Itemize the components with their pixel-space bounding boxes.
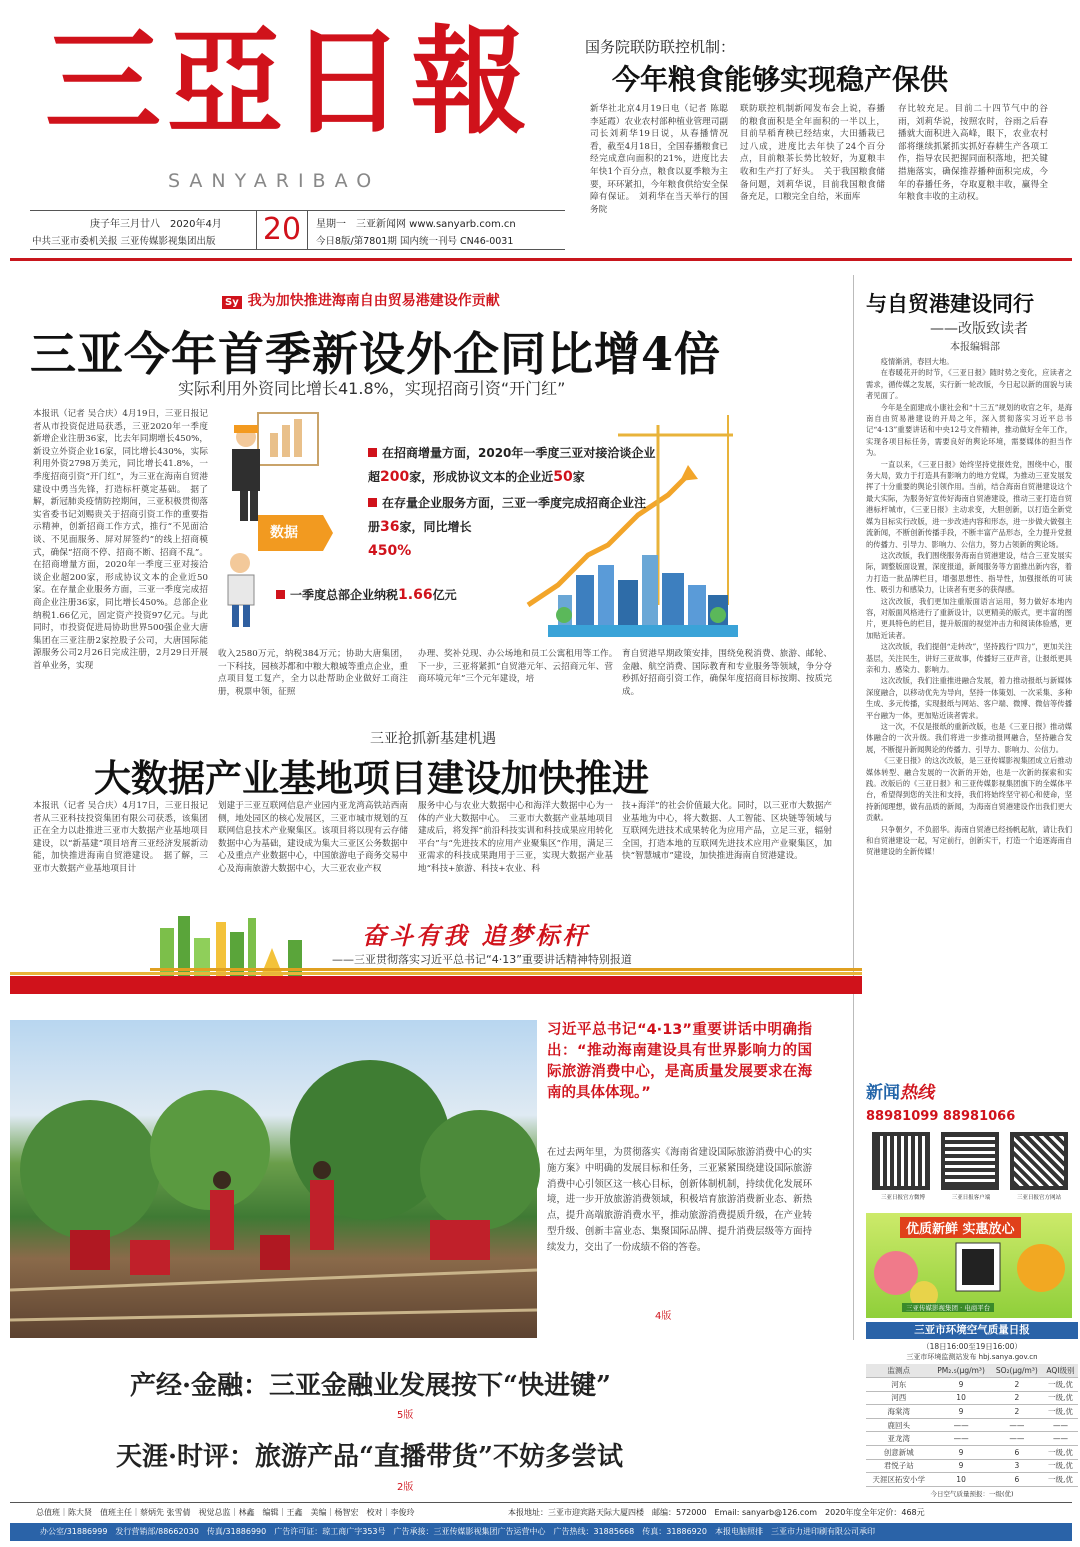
top-story-headline[interactable]: 今年粮食能够实现稳产保供 [612,63,949,96]
column-divider [853,275,854,1340]
aqi-header: 监测点 [866,1364,931,1378]
issue-date: 2020年4月 [170,219,222,230]
editorial-paragraph: 疫情渐消，春回大地。 [880,357,954,366]
aqi-row [866,1473,1078,1487]
aqi-station: 海棠湾 [866,1405,931,1419]
weekday-site: 星期一 三亚新闻网 www.sanyarb.com.cn [316,219,516,230]
lead-kicker: Sy 我为加快推进海南自由贸易港建设作贡献 [222,290,500,310]
issue-info: 今日8版/第7801期 国内统一刊号 CN46-0031 [316,236,514,247]
aqi-value: 9 [931,1378,990,1392]
aqi-station: 创意新城 [866,1446,931,1460]
aqi-row [866,1459,1078,1473]
aqi-row [866,1405,1078,1419]
lead-body-b1: 收入2580万元，纳税384万元；协助大唐集团，一下科技，园核苏都和中粮大粮城等重点企业，重点项目复工复产，全力以赴帮助企业做好工商注册，税票申领，征照 [218,649,408,697]
aqi-value: 6 [991,1446,1043,1460]
aqi-table [866,1364,1078,1487]
editorial-paragraph: 只争朝夕，不负韶华。海南自贸港已经扬帆起航，请让我们和自贸港建设一起，写定前行，创新实干，打造一个追逐海南自贸港建设的全新传媒！ [866,824,1072,857]
footer-contacts: 办公室/31886999 发行营销部/88662030 传真/31886990 广告许可证：琼工商广字353号 广告承接：三亚传媒影视集团广告运营中心 广告热线：31885668 传真：31886920 本报电脑照排 三亚市力进印刷有限公司承印 [10,1523,1072,1541]
fruit-ad[interactable] [866,1213,1072,1318]
sy-logo-icon: Sy [222,296,242,309]
aqi-station: 亚龙湾 [866,1432,931,1446]
aqi-value: —— [991,1432,1043,1446]
qr-label-app: 三亚日报客户端 [951,1195,991,1201]
masthead-rule [10,258,1072,261]
qr-web-icon[interactable] [1010,1132,1068,1190]
fact-tax: 一季度总部企业纳税1.66亿元 [276,583,536,607]
aqi-period: （18日16:00至19日16:00） [922,1342,1022,1351]
hotline-title-b: 热线 [900,1083,934,1103]
bullet-icon [368,498,377,507]
qr-weibo-icon[interactable] [872,1132,930,1190]
infographic [218,405,738,645]
aqi-panel [866,1322,1078,1498]
editorial-paragraph: 今年是全面建成小康社会和“十三五”规划的收官之年，是海南自由贸易港建设的开局之年，深入贯彻落实习近平总书记“4·13”重要讲话和中央12号文件精神，推动做好全年工作，实现各项目标任务，需要良好的舆论环境，需要媒体的担当作为。 [866,402,1072,458]
aqi-station: 河西 [866,1391,931,1405]
aqi-row [866,1418,1078,1432]
teaser-commentary[interactable]: 天涯·时评：旅游产品“直播带货”不妨多尝试 [116,1442,623,1472]
ad-caption: 三亚传媒影视集团 · 电商平台 [902,1303,994,1312]
fact-investment: 在招商增量方面，2020年一季度三亚对接洽谈企业超200家，形成协议文本的企业近50家 [368,446,656,485]
aqi-value: 一级,优 [1043,1405,1078,1419]
aqi-value: 6 [991,1473,1043,1487]
footer-address: 本报地址：三亚市迎宾路天际大厦四楼 邮编：572000 Email: sanyarb@126.com 2020年度全年定价：468元 [508,1508,925,1517]
footer [0,1502,1080,1547]
lead-body-left: 本报讯（记者 吴合庆）4月19日，三亚日报记者从市投资促进局获悉，三亚2020年一季度新增企业注册36家，比去年同期增长450%，新设立外资企业16家，同比增长430%，实际利用外资2798万美元，同比增长41.8%，一季度招商引资“开门红”，为三亚在海南自贸港建设中勇当先锋，打造标杆奠定基础。 据了解，新冠肺炎疫情防控期间，三亚积极贯彻落实省委书记刘赐贵关于招商引资工作的重要指示精神，创新招商工作方式，推行“不见面洽谈、不见面服务、屏对屏签约”的线上招商模式，确保“招商不停、招商不断、招商不乱”。在招商增量方面，2020年一季度三亚对接洽谈企业超200家，形成协议文本的企业近50家。在存量企业服务方面，三亚一季度完成招商企业注册36家，同比增长450%。总部企业纳税1.66亿元，固定资产投资97亿元。与此同时，市投资促进局协助世界500强企业大唐集团在三亚注册2家控股子公司，大唐国际能源服务公司2月26日完成注册，2月29日开展首单业务，实现 [33,409,208,671]
aqi-value: 一级,优 [1043,1391,1078,1405]
aqi-value: —— [991,1418,1043,1432]
aqi-note: 今日空气质量预报：一级(优) [930,1489,1014,1498]
aqi-value: 10 [931,1473,990,1487]
top-story-col2: 联防联控机制新闻发布会上说，春播的粮食面积是全年面积的一半以上，目前早稻育秧已经结束，大田播栽已过八成，进度比去年快了24个百分点，目前粮茶长势比较好，为夏粮丰收和生产打了好头。 关于我国粮食储备问题，刘莉华说，目前我国粮食储备充足，口粮完全自给，米面库 [740,104,885,203]
second-col4: 技+海洋”的社会价值最大化。同时，以三亚市大数据产业基地为中心，将大数据、人工智能、区块链等领域与互联网先进技术成果转化为应用产品，立足三亚，辐射全国，打造本地的互联网先进技术应用产业聚集区，加快“智慧城市”建设，加快推进海南自贸港建设。 [622,801,832,862]
fact-registration: 在存量企业服务方面，三亚一季度完成招商企业注册36家，同比增长 450% [368,496,647,559]
second-kicker: 三亚抢抓新基建机遇 [370,731,496,747]
feature-quote [547,1020,812,1104]
bullet-icon [276,590,285,599]
top-story-col3: 存比较充足。目前二十四节气中的谷雨，刘莉华说，按照农时，谷雨之后春播就大面积进入高峰，眼下，农业农村部将继续抓紧抓实抓好春耕生产各项工作，指导农民把握同面积落地，把关键措施落实，确保推荐播种面积完成，今年的春播任务，夺取夏粮丰收，赢得全年粮食丰收的主动权。 [898,104,1048,203]
lead-headline[interactable]: 三亚今年首季新设外企同比增4倍 [30,327,722,381]
editorial-subtitle: ——改版致读者 [930,321,1028,337]
data-badge: 数据 [270,525,298,541]
lead-body-b2: 办理、奖补兑现、办公场地和员工公寓租用等工作。 下一步，三亚将紧抓“自贸港元年、云招商元年、营商环境元年”三个元年建设，培 [418,649,622,685]
second-col3: 服务中心与农业大数据中心和海洋大数据中心为一体的产业大数据中心。 三亚市大数据产业基地项目建成后，将发挥“前沿科技实训和科技成果应用转化平台”与“先进技术的应用产业聚集区”作用，满足三亚需求的科技成果跑用于三亚，实现大数据产业基地“科技+旅游、科技+农业、科 [418,801,613,874]
editorial-body [866,356,1072,1016]
teaser-finance-page[interactable]: 5版 [397,1410,414,1421]
ad-slogan: 优质新鲜 实惠放心 [900,1217,1021,1238]
editorial-paragraph: 这次改版，我们注重推进融合发展，着力推动报纸与新媒体深度融合，以移动优先为导向，坚持一体策划、一次采集、多种生成、多元传播，实现报纸与网站、客户端、微博、微信等传播平台融为一体，更加贴近读者需求。 [866,676,1072,720]
aqi-row [866,1446,1078,1460]
aqi-value: —— [1043,1418,1078,1432]
aqi-header-row [866,1364,1078,1378]
editorial-paragraph: 这次改版，我们提倡“走转改”，坚持践行“四力”，更加关注基层，关注民生，讲好三亚故事，传播好三亚声音，让报纸更具亲和力、感染力、影响力。 [866,642,1072,674]
bullet-icon [368,448,377,457]
aqi-value: 9 [931,1459,990,1473]
special-report-banner [10,908,862,998]
qr-label-web: 三亚日报官方网站 [1016,1195,1061,1201]
feature-page-ref[interactable]: 4版 [655,1311,672,1322]
day-number: 20 [256,210,308,250]
second-headline[interactable]: 大数据产业基地项目建设加快推进 [94,756,649,800]
aqi-value: 一级,优 [1043,1378,1078,1392]
second-col2: 划建于三亚互联网信息产业园内亚龙湾高铁站西南侧，地处园区的核心发展区，三亚市城市规划的互联网信息技术产业聚集区。该项目将以现有云存储数据中心为基础，建设成为集大三亚区公务数据中心及重点产业数据中心，中国旅游电子商务交易中心及海南旅游大数据中心，大三亚农业产权 [218,801,408,874]
lead-body-b3: 育自贸港早期政策安排，围绕免税消费、旅游、邮轮、金融、航空消费、国际教育和专业服务等领域，争分夺秒抓好招商引资工作，确保年度招商目标按期、按质完成。 [622,649,832,697]
aqi-value: 一级,优 [1043,1459,1078,1473]
aqi-value: —— [931,1418,990,1432]
aqi-title: 三亚市环境空气质量日报 [866,1322,1078,1339]
banner-title: 奋斗有我 追梦标杆 [362,921,590,950]
qr-app-icon[interactable] [941,1132,999,1190]
editorial-paragraph: 一直以来，《三亚日报》始终坚持党报姓党，围绕中心，服务大局，致力于打造具有影响力的地方党媒，为推动三亚发展发挥了十分重要的舆论引领作用。当前，结合海南自贸港建设这个最大实际，为服务好宣传好海南自贸港建设，推动三亚打造自贸港标杆城市，《三亚日报》主动求变，大胆创新，以打造全新党媒为目标实行改版，进一步改进内容和形态，进一步做大做强主流新闻，不断创新传播手段，不断丰富产品形态，全力提升党报的传播力、引导力、影响力、公信力，努力占领新的舆论场。 [866,459,1072,549]
masthead-info [30,210,565,250]
lead-subhead: 实际利用外资同比增长41.8%，实现招商引资“开门红” [178,379,566,398]
feature-body: 在过去两年里，为贯彻落实《海南省建设国际旅游消费中心的实施方案》中明确的发展目标和任务，三亚紧紧围绕建设国际旅游消费中心引领区这一核心目标，创新体制机制，持续优化发展环境，进一步开放旅游消费领域，积极培育旅游消费新业态、新热点，提升高端旅游消费水平，推动旅游消费提质升级，在产业转型升级、创新丰富业态、集聚国际品牌、提升消费层级等方面持续发力，交出了一份成绩不俗的答卷。 [547,1147,812,1253]
masthead-pinyin: SANYARIBAO [168,170,381,192]
aqi-row [866,1391,1078,1405]
aqi-row [866,1378,1078,1392]
qr-row [866,1132,1072,1204]
second-col1: 本报讯（记者 吴合庆）4月17日，三亚日报记者从三亚科技投资集团有限公司获悉，该集团正在全力以赴推进三亚市大数据产业基地项目建设，以“新基建”项目培育三亚经济发展新动能，加快推进海南自贸港建设。 据了解，三亚市大数据产业基地项目计 [33,801,208,874]
aqi-value: —— [1043,1432,1078,1446]
aqi-station: 鹿回头 [866,1418,931,1432]
aqi-value: 2 [991,1391,1043,1405]
hotline-numbers[interactable]: 88981099 88981066 [866,1109,1016,1124]
hotline-title-a: 新闻 [866,1083,900,1103]
aqi-value: 3 [991,1459,1043,1473]
aqi-value: 一级,优 [1043,1446,1078,1460]
aqi-station: 河东 [866,1378,931,1392]
lunar-date: 庚子年三月廿八 2020年4月 [90,219,222,230]
qr-label-weibo: 三亚日报官方微博 [880,1195,925,1201]
aqi-value: 2 [991,1405,1043,1419]
aqi-value: 一级,优 [1043,1473,1078,1487]
editorial-paragraph: 在春暖花开的时节，《三亚日报》随时势之变化，应读者之需求，循传媒之发展，实行新一轮改版，今日起以新的面貌与读者见面了。 [866,368,1072,401]
teaser-finance[interactable]: 产经·金融：三亚金融业发展按下“快进键” [130,1371,611,1401]
aqi-header: SO₂(μg/m³) [991,1364,1043,1378]
top-story-kicker: 国务院联防联控机制： [585,38,736,56]
aqi-value: 9 [931,1405,990,1419]
quote-text: 习近平总书记“4·13”重要讲话中明确指出：“推动海南建设具有世界影响力的国际旅游消费中心，是高质量发展要求在海南的具体体现。” [547,1022,812,1101]
editorial-paragraph: 这次改版，我们围绕服务海南自贸港建设，结合三亚发展实际，调整版面设置，深度报道，新闻服务等方面推出新内容，着力打造一批品牌栏目，增强思想性、指导性，加强报纸的可读性、吸引力和感染力，让读者有更多的获得感。 [866,550,1072,595]
editorial-paragraph: 《三亚日报》的这次改版，是三亚传媒影视集团成立后推动媒体转型、融合发展的一次新的开始，也是一次新的探索和实践。改版后的《三亚日报》和三亚传媒影视集团旗下的全媒体平台，希望得到您的关注和支持，我们将始终坚守初心和使命，坚持新闻理想，做有品质的新闻，为海南自贸港建设作出我们更大贡献。 [866,756,1072,823]
aqi-value: 10 [931,1391,990,1405]
publisher: 中共三亚市委机关报 三亚传媒影视集团出版 [32,236,216,247]
aqi-station: 君悦子站 [866,1459,931,1473]
aqi-value: —— [931,1432,990,1446]
aqi-header: AQI级别 [1043,1364,1078,1378]
news-hotline [866,1078,1072,1124]
editorial-title[interactable]: 与自贸港建设同行 [866,291,1034,316]
aqi-source: 三亚市环境监测站发布 hbj.sanya.gov.cn [906,1353,1038,1361]
aqi-value: 9 [931,1446,990,1460]
top-story-col1: 新华社北京4月19日电（记者 陈聪 李延霞）农业农村部种植业管理司副司长刘莉华19日说，从春播情况看，截至4月18日，全国春播粮食已经完成意向面积的21%，进度比去年快1个百分点，粮食以夏季粮为主要，环环紧扣，今年粮食供给安全保障有保证。 刘莉华在当天举行的国务院 [590,104,728,215]
editorial-byline: 本报编辑部 [950,342,1000,353]
banner-subtitle: ——三亚贯彻落实习近平总书记“4·13”重要讲话精神特别报道 [332,953,632,966]
masthead-title: 三亞日報 [45,14,533,150]
editorial-paragraph: 这一次，不仅是报纸的重新改版，也是《三亚日报》推动媒体融合的一次升级。我们将进一步推动报网融合，坚持融合发展，不断提升新闻舆论的传播力、引导力、影响力、公信力。 [866,722,1072,754]
aqi-header: PM₂.₅(μg/m³) [931,1364,990,1378]
teaser-commentary-page[interactable]: 2版 [397,1482,414,1493]
aqi-value: 2 [991,1378,1043,1392]
editorial-paragraph: 这次改版，我们更加注重版面语言运用，努力做好本地内容，对版面风格进行了重新设计，以更精美的版式，更丰富的图片，更具特色的栏目，提升版面的视觉冲击力和阅读体验感，更加贴近读者。 [866,596,1072,640]
aqi-station: 天涯区拓安小学 [866,1473,931,1487]
aqi-row [866,1432,1078,1446]
footer-staff: 总值班｜陈大贤 值班主任｜蔡炳先 张雪倩 视觉总监｜林鑫 编辑｜王鑫 美编｜杨智宏 校对｜李俊玲 [36,1508,415,1517]
bamboo-dance-photo [10,1020,537,1338]
